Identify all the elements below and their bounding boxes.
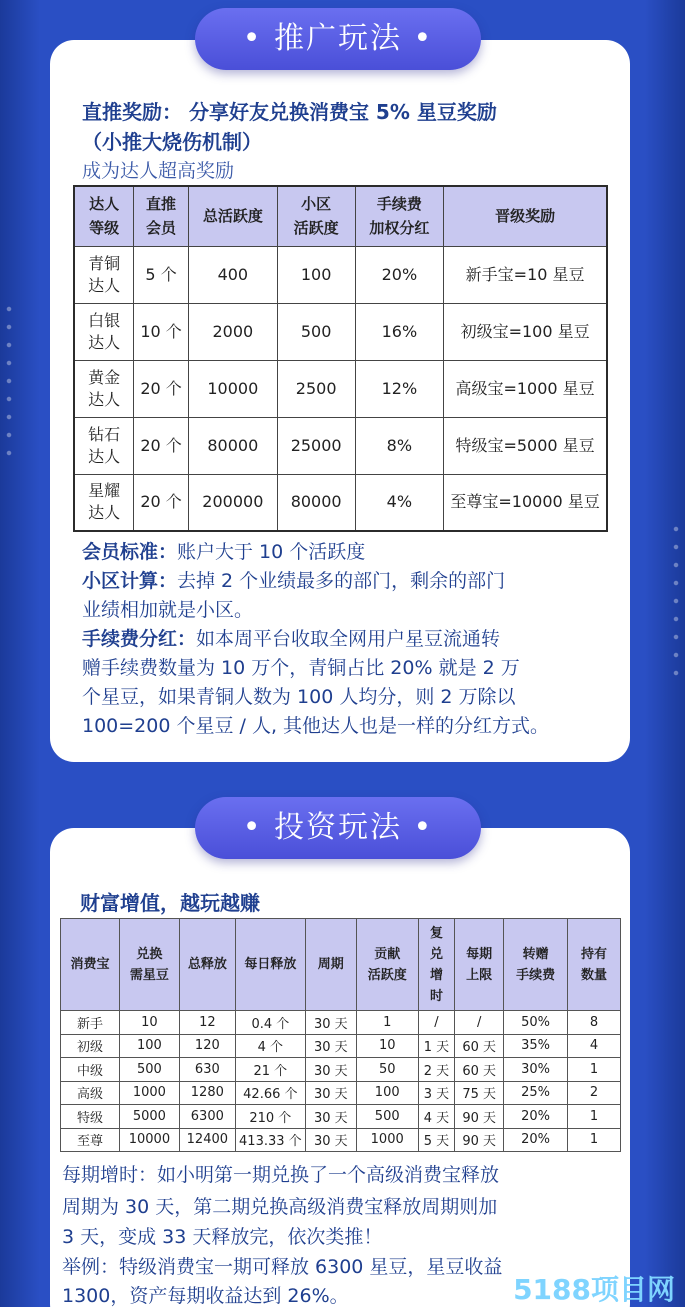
t1-cell: 至尊宝=10000 星豆 [444, 474, 607, 531]
t1-header-cell: 手续费 加权分红 [355, 186, 444, 246]
t1-cell: 钻石 达人 [74, 417, 134, 474]
decorative-dots-left [4, 300, 14, 460]
t2-cell: 21 个 [235, 1058, 305, 1082]
period-increase-line1: 每期增时：如小明第一期兑换了一个高级消费宝释放 [62, 1164, 500, 1186]
t1-cell: 20 个 [134, 360, 189, 417]
t1-cell: 200000 [188, 474, 277, 531]
t1-cell: 10 个 [134, 303, 189, 360]
table-row [74, 246, 607, 303]
example-line1: 举例：特级消费宝一期可释放 6300 星豆，星豆收益 [62, 1256, 503, 1278]
fee-dividend-line4: 100=200 个星豆 / 人, 其他达人也是一样的分红方式。 [82, 715, 550, 737]
t1-cell: 白银 达人 [74, 303, 134, 360]
t2-cell: 2 天 [418, 1058, 455, 1082]
t2-cell: 中级 [61, 1058, 120, 1082]
table-header-row [61, 919, 621, 1011]
t2-header-cell: 周期 [305, 919, 356, 1011]
t1-cell: 8% [355, 417, 444, 474]
burn-mechanism-line: （小推大烧伤机制） [82, 130, 262, 154]
t2-cell: 60 天 [455, 1034, 504, 1058]
table-row [61, 1105, 621, 1129]
t2-cell: 1 天 [418, 1034, 455, 1058]
t2-cell: 1 [356, 1011, 418, 1035]
expert-reward-line: 成为达人超高奖励 [82, 160, 235, 182]
t2-cell: 新手 [61, 1011, 120, 1035]
t1-cell: 20 个 [134, 417, 189, 474]
table-row [61, 1011, 621, 1035]
t2-cell: 50% [504, 1011, 568, 1035]
t1-cell: 特级宝=5000 星豆 [444, 417, 607, 474]
t2-cell: 30 天 [305, 1081, 356, 1105]
fee-dividend-line3: 个星豆，如果青铜人数为 100 人均分，则 2 万除以 [82, 686, 516, 708]
watermark-small: 586首码网 [426, 1284, 508, 1303]
table-row [74, 417, 607, 474]
area-calc-line1 [82, 566, 505, 593]
t2-cell: 1 [568, 1058, 621, 1082]
t2-cell: 0.4 个 [235, 1011, 305, 1035]
t2-header-cell: 复 兑 增 时 [418, 919, 455, 1011]
t2-cell: 30 天 [305, 1034, 356, 1058]
t1-cell: 400 [188, 246, 277, 303]
t2-cell: 12400 [179, 1128, 235, 1152]
t2-header-cell: 转赠 手续费 [504, 919, 568, 1011]
t2-cell: 2 [568, 1081, 621, 1105]
t2-header-cell: 消费宝 [61, 919, 120, 1011]
t2-cell: 75 天 [455, 1081, 504, 1105]
t2-header-cell: 总释放 [179, 919, 235, 1011]
t2-cell: 5 天 [418, 1128, 455, 1152]
t2-cell: 630 [179, 1058, 235, 1082]
t2-cell: 30 天 [305, 1105, 356, 1129]
table-row [61, 1081, 621, 1105]
t2-cell: 4 天 [418, 1105, 455, 1129]
t2-header-cell: 贡献 活跃度 [356, 919, 418, 1011]
investment-table [60, 918, 621, 1152]
t2-header-cell: 持有 数量 [568, 919, 621, 1011]
t2-cell: 42.66 个 [235, 1081, 305, 1105]
t2-cell: 10000 [119, 1128, 179, 1152]
t2-cell: 50 [356, 1058, 418, 1082]
t2-cell: 1000 [119, 1081, 179, 1105]
area-calc-label: 小区计算： [82, 570, 178, 592]
t2-cell: 210 个 [235, 1105, 305, 1129]
t1-cell: 初级宝=100 星豆 [444, 303, 607, 360]
decorative-dots-right [671, 520, 681, 680]
fee-dividend-text: 如本周平台收取全网用户星豆流通转 [196, 628, 501, 650]
t1-cell: 黄金 达人 [74, 360, 134, 417]
t2-cell: 1280 [179, 1081, 235, 1105]
t2-cell: 4 个 [235, 1034, 305, 1058]
t1-cell: 16% [355, 303, 444, 360]
t2-cell: 1000 [356, 1128, 418, 1152]
t2-header-cell: 每日释放 [235, 919, 305, 1011]
t2-cell: 1 [568, 1128, 621, 1152]
watermark-big: 5188项目网 [513, 1273, 675, 1306]
area-calc-line2: 业绩相加就是小区。 [82, 599, 254, 621]
t1-cell: 2000 [188, 303, 277, 360]
t2-cell: 100 [356, 1081, 418, 1105]
t2-cell: 60 天 [455, 1058, 504, 1082]
t1-cell: 高级宝=1000 星豆 [444, 360, 607, 417]
table-row [61, 1058, 621, 1082]
promotion-title-pill: • 推广玩法 • [195, 8, 481, 70]
table-header-row [74, 186, 607, 246]
period-increase-line2: 周期为 30 天，第二期兑换高级消费宝释放周期则加 [62, 1196, 498, 1218]
example-line2: 1300，资产每期收益达到 26%。 [62, 1285, 349, 1307]
watermark [426, 1268, 675, 1307]
t2-cell: / [418, 1011, 455, 1035]
t2-cell: 100 [119, 1034, 179, 1058]
t1-cell: 2500 [277, 360, 355, 417]
t2-cell: 5000 [119, 1105, 179, 1129]
t1-header-cell: 晋级奖励 [444, 186, 607, 246]
t1-cell: 100 [277, 246, 355, 303]
t2-cell: 8 [568, 1011, 621, 1035]
t1-cell: 10000 [188, 360, 277, 417]
t2-cell: 1 [568, 1105, 621, 1129]
t1-cell: 新手宝=10 星豆 [444, 246, 607, 303]
member-standard-text: 账户大于 10 个活跃度 [177, 541, 366, 563]
t1-cell: 5 个 [134, 246, 189, 303]
t2-cell: 3 天 [418, 1081, 455, 1105]
fee-dividend-line2: 赠手续费数量为 10 万个，青铜占比 20% 就是 2 万 [82, 657, 520, 679]
t2-header-cell: 兑换 需星豆 [119, 919, 179, 1011]
t2-cell: 至尊 [61, 1128, 120, 1152]
t1-header-cell: 小区 活跃度 [277, 186, 355, 246]
t2-cell: 6300 [179, 1105, 235, 1129]
direct-reward-line: 直推奖励： 分享好友兑换消费宝 5% 星豆奖励 [82, 100, 497, 124]
t1-header-cell: 总活跃度 [188, 186, 277, 246]
t2-cell: 特级 [61, 1105, 120, 1129]
table-row [61, 1128, 621, 1152]
t2-cell: 10 [356, 1034, 418, 1058]
t2-cell: 初级 [61, 1034, 120, 1058]
t2-cell: 20% [504, 1128, 568, 1152]
member-standard [82, 537, 365, 564]
t2-cell: 10 [119, 1011, 179, 1035]
t2-cell: 30 天 [305, 1128, 356, 1152]
investment-title-pill: • 投资玩法 • [195, 797, 481, 859]
t1-cell: 80000 [188, 417, 277, 474]
area-calc-text: 去掉 2 个业绩最多的部门，剩余的部门 [177, 570, 506, 592]
t1-cell: 12% [355, 360, 444, 417]
t2-cell: 12 [179, 1011, 235, 1035]
t2-cell: 20% [504, 1105, 568, 1129]
t1-cell: 4% [355, 474, 444, 531]
expert-level-table [73, 185, 608, 532]
t2-cell: 413.33 个 [235, 1128, 305, 1152]
t1-cell: 星耀 达人 [74, 474, 134, 531]
t2-cell: 500 [356, 1105, 418, 1129]
t2-cell: 90 天 [455, 1105, 504, 1129]
t2-cell: 500 [119, 1058, 179, 1082]
fee-dividend-line1 [82, 624, 500, 651]
t1-cell: 20 个 [134, 474, 189, 531]
table-row [61, 1034, 621, 1058]
t1-header-cell: 达人 等级 [74, 186, 134, 246]
table-row [74, 474, 607, 531]
t2-cell: 高级 [61, 1081, 120, 1105]
t1-cell: 500 [277, 303, 355, 360]
fee-dividend-label: 手续费分红： [82, 628, 197, 650]
t1-cell: 25000 [277, 417, 355, 474]
t2-cell: 30 天 [305, 1011, 356, 1035]
t2-cell: 90 天 [455, 1128, 504, 1152]
investment-subtitle: 财富增值，越玩越赚 [80, 891, 260, 915]
t2-cell: 120 [179, 1034, 235, 1058]
t2-cell: / [455, 1011, 504, 1035]
t2-cell: 30 天 [305, 1058, 356, 1082]
table-row [74, 360, 607, 417]
t2-cell: 35% [504, 1034, 568, 1058]
t1-cell: 80000 [277, 474, 355, 531]
table-row [74, 303, 607, 360]
t1-cell: 青铜 达人 [74, 246, 134, 303]
t2-cell: 30% [504, 1058, 568, 1082]
t1-cell: 20% [355, 246, 444, 303]
t2-header-cell: 每期 上限 [455, 919, 504, 1011]
t2-cell: 25% [504, 1081, 568, 1105]
period-increase-line3: 3 天，变成 33 天释放完，依次类推！ [62, 1226, 383, 1248]
t2-cell: 4 [568, 1034, 621, 1058]
t1-header-cell: 直推 会员 [134, 186, 189, 246]
member-standard-label: 会员标准： [82, 541, 178, 563]
